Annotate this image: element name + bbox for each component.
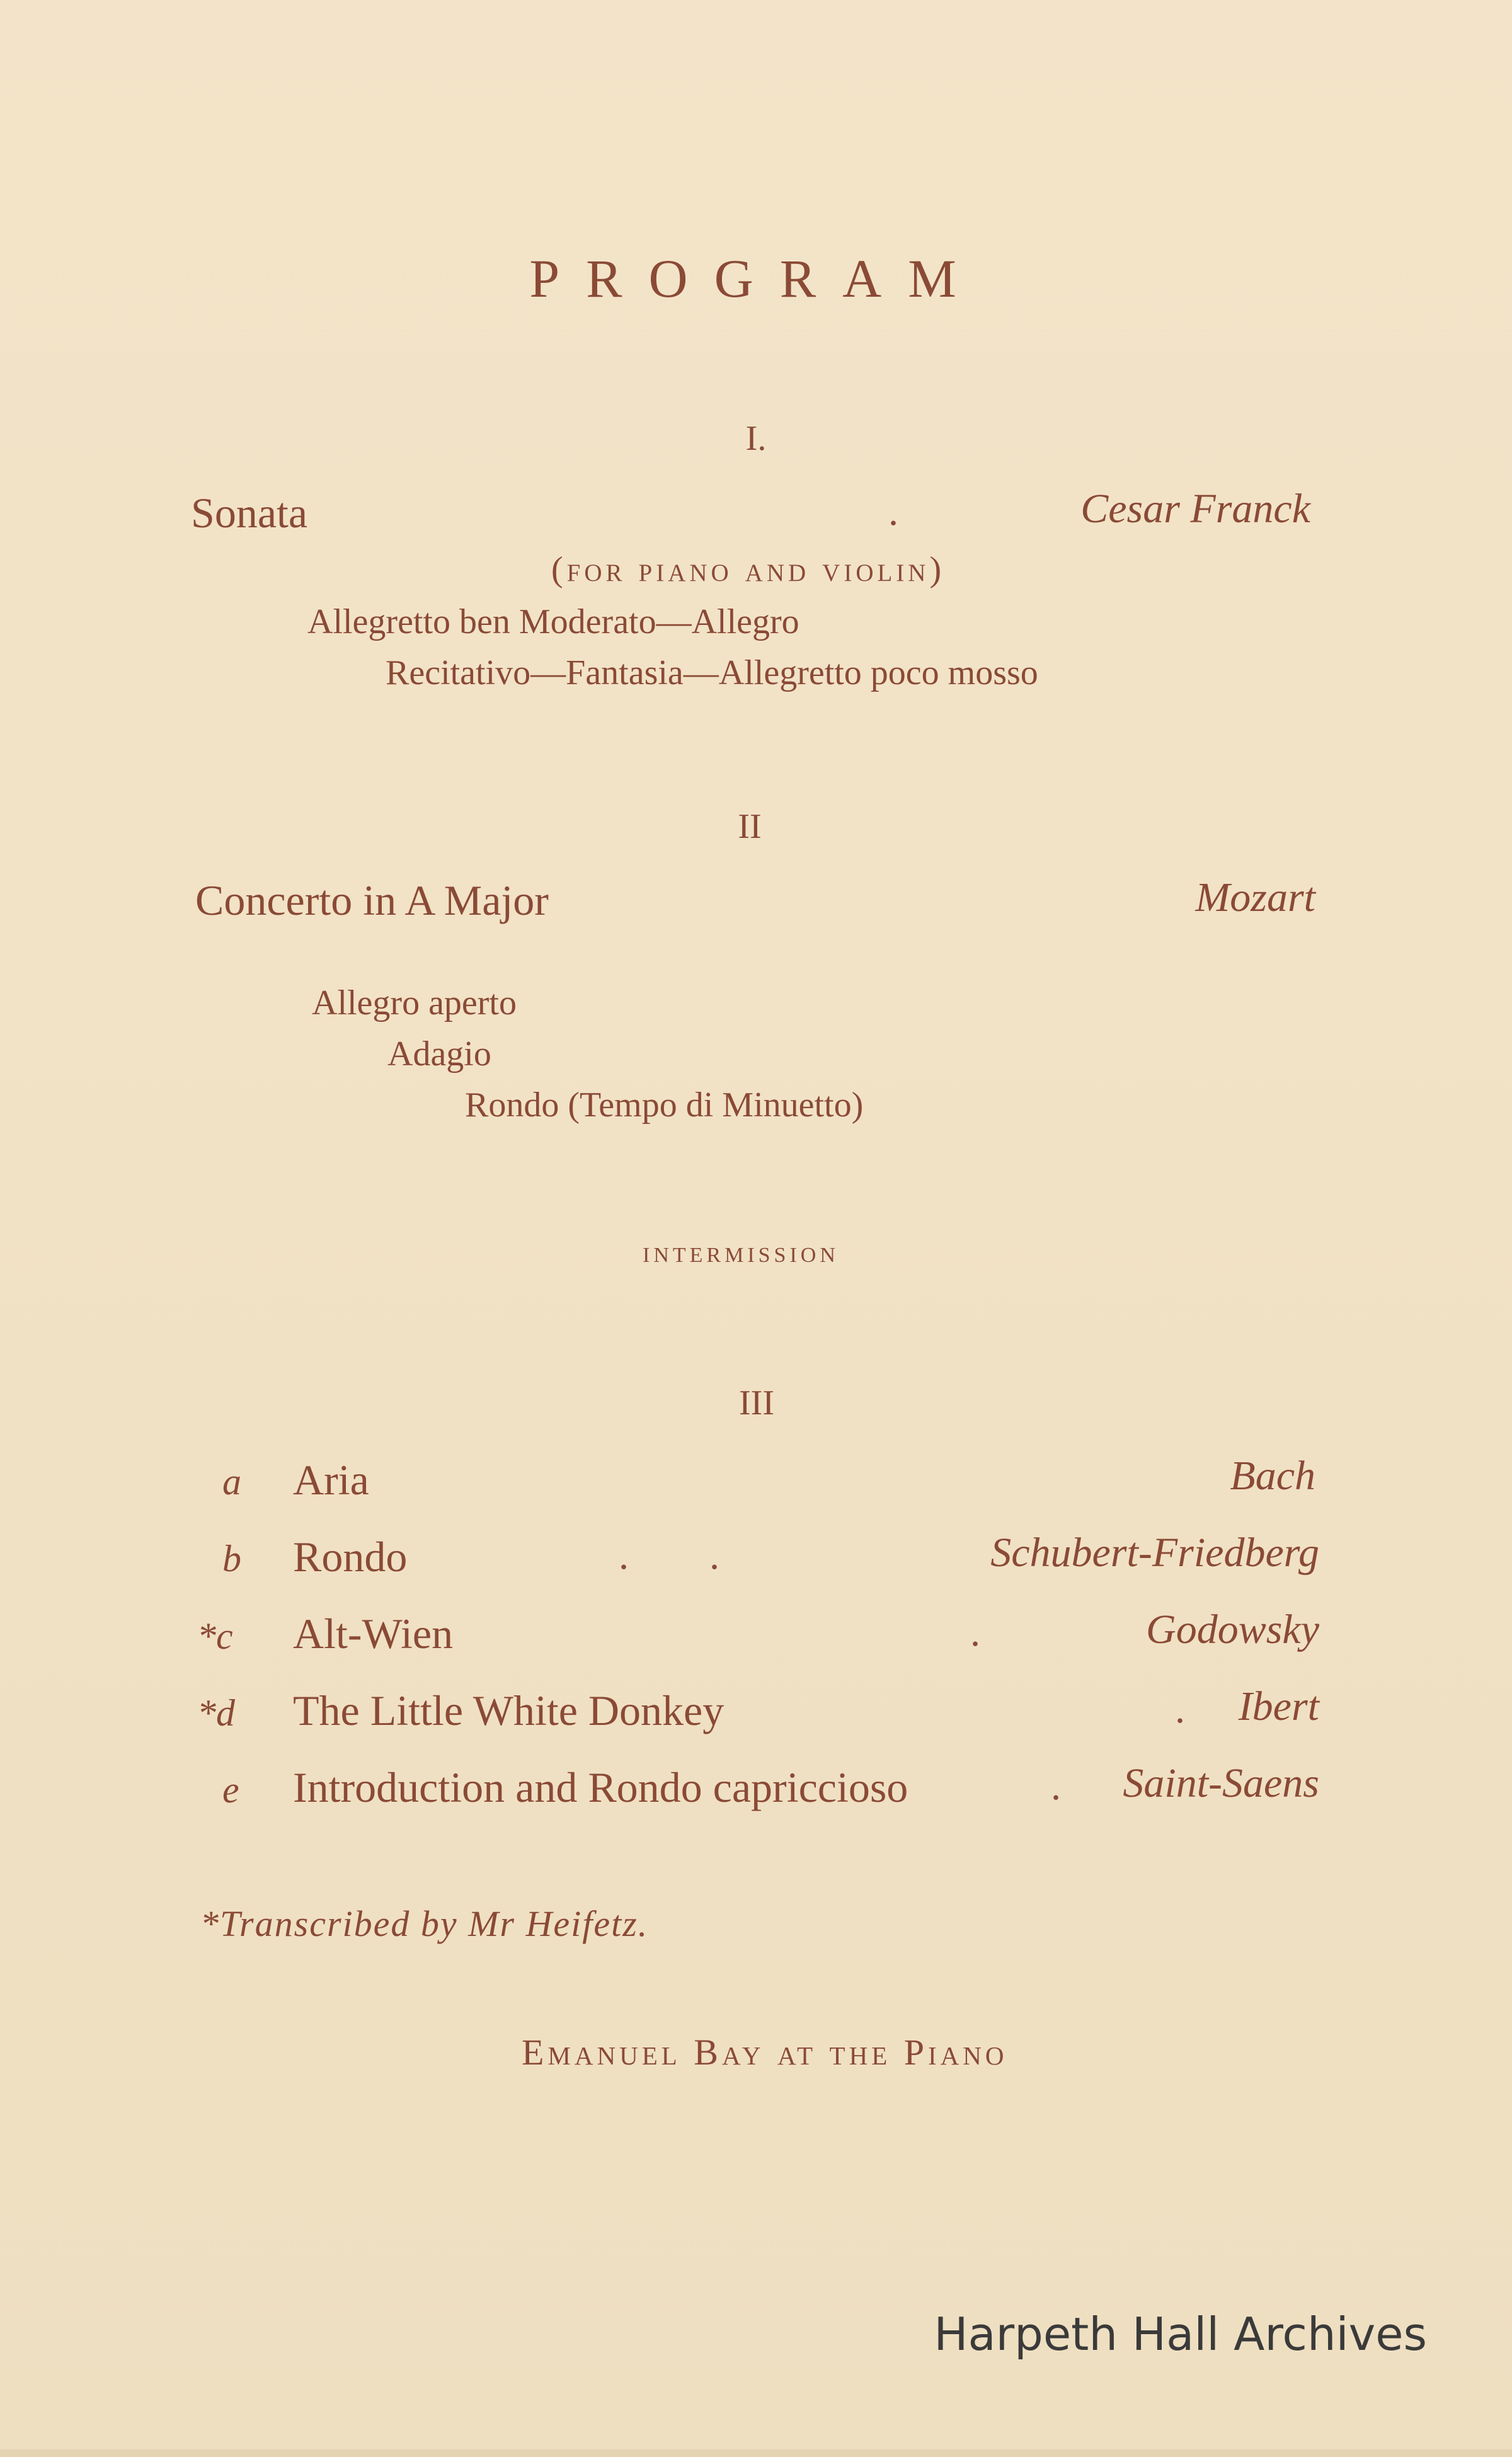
part-3-item-leader-dots: . <box>1175 1687 1185 1731</box>
part-3-item-composer: Ibert <box>1238 1683 1319 1729</box>
intermission-label: intermission <box>643 1235 839 1269</box>
bottom-edge-shadow <box>0 2449 1512 2457</box>
footnote: *Transcribed by Mr Heifetz. <box>200 1903 649 1944</box>
part-2-movement: Adagio <box>387 1034 491 1074</box>
part-3-item-leader-dots: . <box>1051 1763 1061 1808</box>
part-3-item-letter: *d <box>197 1692 235 1734</box>
program-title: PROGRAM <box>529 248 983 309</box>
part-1-work: Sonata <box>191 489 308 537</box>
part-3-item-letter: b <box>222 1538 241 1579</box>
part-3-item-composer: Bach <box>1230 1453 1315 1499</box>
part-3-item-work: Alt-Wien <box>293 1610 454 1658</box>
part-3-item-composer: Godowsky <box>1146 1606 1319 1652</box>
archive-watermark: Harpeth Hall Archives <box>934 2308 1427 2361</box>
part-2-movement: Allegro aperto <box>312 983 517 1022</box>
part-1-composer: Cesar Franck <box>1080 486 1310 532</box>
part-3-item-composer: Schubert-Friedberg <box>990 1530 1319 1576</box>
part-2-composer: Mozart <box>1195 874 1315 920</box>
part-3-item-leader-dots: . <box>970 1610 980 1654</box>
accompanist-line: Emanuel Bay at the Piano <box>522 2032 1008 2073</box>
part-3-numeral: III <box>739 1383 774 1423</box>
part-3-item-work: Aria <box>293 1456 369 1504</box>
part-2-movement: Rondo (Tempo di Minuetto) <box>465 1085 864 1125</box>
part-1-movement: Recitativo—Fantasia—Allegretto poco mosso <box>386 653 1038 692</box>
part-3-item-letter: a <box>222 1461 241 1503</box>
part-1-movement: Allegretto ben Moderato—Allegro <box>307 602 799 641</box>
part-3-item-work: Introduction and Rondo capriccioso <box>293 1763 908 1811</box>
part-3-item-leader-dots: . . <box>619 1533 719 1578</box>
part-2-numeral: II <box>738 807 762 846</box>
part-3-item-letter: *c <box>197 1615 233 1657</box>
part-2-work: Concerto in A Major <box>195 876 549 924</box>
part-3-item-work: Rondo <box>293 1533 408 1581</box>
part-3-item-work: The Little White Donkey <box>293 1687 724 1734</box>
part-1-leader-dot: . <box>888 489 898 534</box>
part-1-numeral: I. <box>745 419 767 458</box>
part-3-item-composer: Saint-Saens <box>1123 1760 1319 1806</box>
part-3-item-letter: e <box>222 1769 239 1811</box>
part-1-subtitle: (for piano and violin) <box>551 550 946 589</box>
